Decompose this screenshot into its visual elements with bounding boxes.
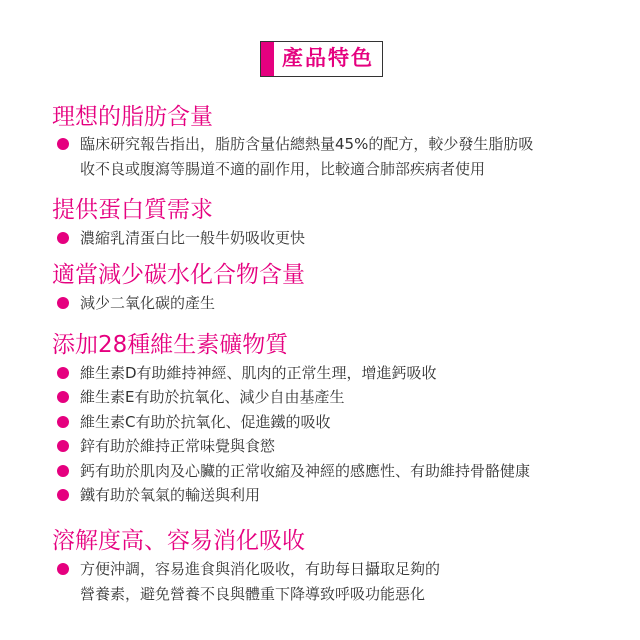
bullet-text-line: 鈣有助於肌肉及心臟的正常收縮及神經的感應性、有助維持骨骼健康 (80, 461, 531, 480)
bullet-item (52, 483, 612, 507)
bullet-item (52, 226, 612, 251)
section-heading: 添加28種維生素礦物質 (52, 332, 289, 358)
page-title: 產品特色 (282, 46, 374, 70)
bullet-item (52, 557, 612, 606)
bullet-dot-icon (57, 563, 69, 575)
bullet-dot-icon (57, 138, 69, 150)
bullet-text-line: 方便沖調，容易進食與消化吸收，有助每日攝取足夠的 (80, 560, 441, 578)
bullet-dot-icon (57, 489, 69, 501)
feature-section (52, 330, 612, 507)
bullet-text-line: 維生素E有助於抗氧化、減少自由基產生 (80, 388, 345, 407)
bullet-list (52, 132, 612, 181)
bullet-list (52, 557, 612, 606)
section-heading: 適當減少碳水化合物含量 (52, 262, 305, 288)
bullet-text-line: 維生素D有助維持神經、肌肉的正常生理，增進鈣吸收 (80, 364, 437, 382)
bullet-dot-icon (57, 465, 69, 477)
bullet-item (52, 459, 612, 483)
bullet-dot-icon (57, 232, 69, 244)
bullet-item (52, 291, 612, 316)
section-heading: 溶解度高、容易消化吸收 (52, 528, 305, 554)
bullet-text-line: 臨床研究報告指出，脂肪含量佔總熱量45%的配方，較少發生脂肪吸 (80, 135, 534, 153)
bullet-dot-icon (57, 297, 69, 309)
bullet-dot-icon (57, 367, 69, 379)
feature-section (52, 102, 612, 181)
bullet-list (52, 291, 612, 316)
bullet-text-line: 鋅有助於維持正常味覺與食慾 (80, 437, 276, 456)
title-accent-bar (261, 42, 274, 76)
bullet-dot-icon (57, 391, 69, 403)
bullet-text-line: 維生素C有助於抗氧化、促進鐵的吸收 (80, 412, 331, 431)
title-badge (260, 41, 383, 77)
bullet-list (52, 361, 612, 507)
bullet-text-line: 收不良或腹瀉等腸道不適的副作用，比較適合肺部疾病者使用 (80, 159, 486, 178)
bullet-text-line: 濃縮乳清蛋白比一般牛奶吸收更快 (80, 229, 306, 247)
bullet-item (52, 385, 612, 409)
bullet-item (52, 361, 612, 385)
bullet-list (52, 226, 612, 251)
bullet-item (52, 410, 612, 434)
bullet-text-line: 減少二氧化碳的產生 (80, 294, 216, 312)
feature-section (52, 526, 612, 606)
bullet-text-line: 營養素，避免營養不良與體重下降導致呼吸功能惡化 (80, 584, 426, 603)
section-heading: 理想的脂肪含量 (52, 104, 213, 130)
bullet-dot-icon (57, 416, 69, 428)
bullet-item (52, 434, 612, 458)
feature-section (52, 195, 612, 251)
bullet-text-line: 鐵有助於氧氣的輸送與利用 (80, 486, 261, 505)
section-heading: 提供蛋白質需求 (52, 197, 213, 223)
feature-section (52, 260, 612, 316)
bullet-item (52, 132, 612, 181)
bullet-dot-icon (57, 440, 69, 452)
